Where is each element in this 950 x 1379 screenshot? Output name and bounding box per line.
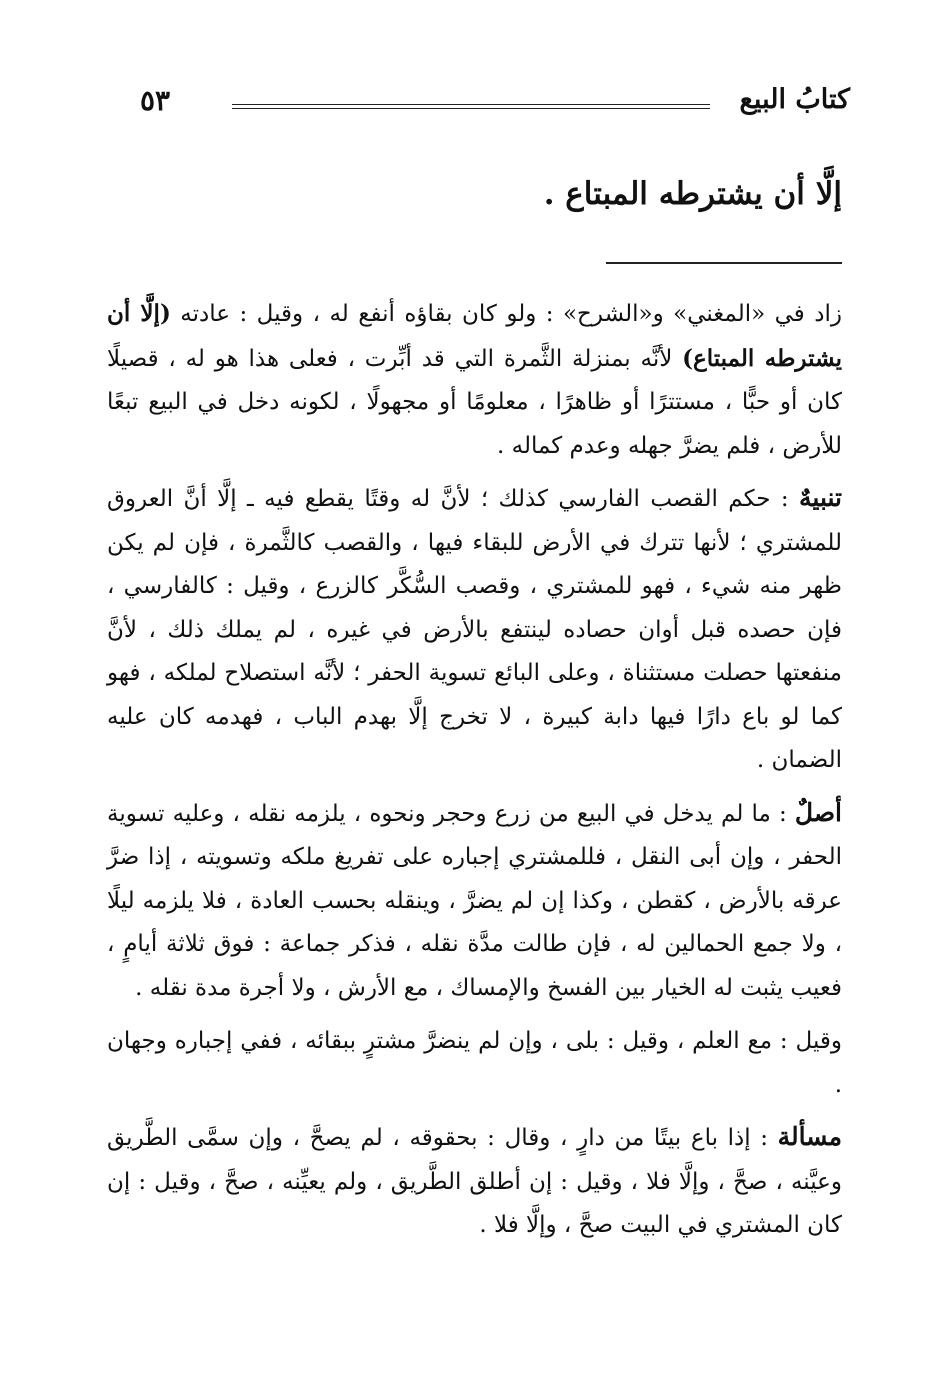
commentary-body: [107, 292, 842, 1256]
paragraph-text: : إذا باع بيتًا من دارٍ ، وقال : بحقوقه ، لم يصحَّ ، وإن سمَّى الطَّريق وعيَّنه ، صحَّ ، وإلَّا فلا ، وقيل : إن أطلق الطَّريق ، ولم يعيِّنه ، صحَّ ، وقيل : إن كان المشتري في البيت صحَّ ، وإلَّا فلا .: [107, 1125, 842, 1238]
paragraph: [107, 1020, 842, 1107]
paragraph-text: وقيل : مع العلم ، وقيل : بلى ، وإن لم ينضرَّ مشترٍ ببقائه ، ففي إجباره وجهان .: [107, 1028, 842, 1098]
running-title: كتابُ البيع: [739, 84, 850, 115]
paragraph-heading: مسألة: [777, 1122, 842, 1151]
paragraph: [107, 1115, 842, 1248]
page-number: ٥٣: [140, 84, 171, 117]
paragraph-text: لأنَّه بمنزلة الثَّمرة التي قد أبِّرت ، فعلى هذا هو له ، قصيلًا كان أو حبًّا ، مستترًا أو ظاهرًا ، معلومًا أو مجهولًا ، لكونه دخل في البيع تبعًا للأرض ، فلم يضرَّ جهله وعدم كماله .: [107, 345, 842, 459]
paragraph-text: : حكم القصب الفارسي كذلك ؛ لأنَّ له وقتًا يقطع فيه ـ إلَّا أنَّ العروق للمشتري ؛ لأنها تترك في الأرض للبقاء فيها ، والقصب كالثَّمرة ، فإن لم يكن ظهر منه شيء ، فهو للمشتري ، وقصب السُّكَّر كالزرع ، وقيل : كالفارسي ، فإن حصده قبل أوان حصاده لينتفع بالأرض في غيره ، لم يملك ذلك ، لأنَّ منفعتها حصلت مستثناة ، وعلى البائع تسوية الحفر ؛ لأنَّه استصلاح لملكه ، فهو كما لو باع دارًا فيها دابة كبيرة ، لا تخرج إلَّا بهدم الباب ، فهدمه كان عليه الضمان .: [107, 486, 842, 773]
quoted-matn: (إلَّا أن يشترطه المبتاع): [107, 300, 842, 372]
paragraph: [107, 791, 842, 1011]
paragraph: [107, 292, 842, 468]
paragraph-text: زاد في «المغني» و«الشرح» : ولو كان بقاؤه أنفع له ، وقيل : عادته: [170, 301, 842, 327]
commentary-separator: [606, 262, 842, 264]
matn-line: إلَّا أن يشترطه المبتاع .: [543, 176, 842, 212]
paragraph-text: : ما لم يدخل في البيع من زرع وحجر ونحوه ، يلزمه نقله ، وعليه تسوية الحفر ، وإن أبى النقل ، فللمشتري إجباره على تفريغ ملكه وتسويته ، إذا ضرَّ عرقه بالأرض ، كقطن ، وكذا إن لم يضرَّ ، وينقله بحسب العادة ، فلا يلزمه ليلًا ، ولا جمع الحمالين له ، فإن طالت مدَّة نقله ، فذكر جماعة : فوق ثلاثة أيامٍ ، فعيب يثبت له الخيار بين الفسخ والإمساك ، مع الأرش ، ولا أجرة مدة نقله .: [107, 800, 842, 1001]
paragraph-heading: تنبيهٌ: [799, 483, 842, 512]
paragraph-heading: أصلٌ: [794, 797, 842, 827]
paragraph: [107, 476, 842, 783]
header-rule: [232, 104, 710, 109]
page-header: [140, 84, 850, 124]
